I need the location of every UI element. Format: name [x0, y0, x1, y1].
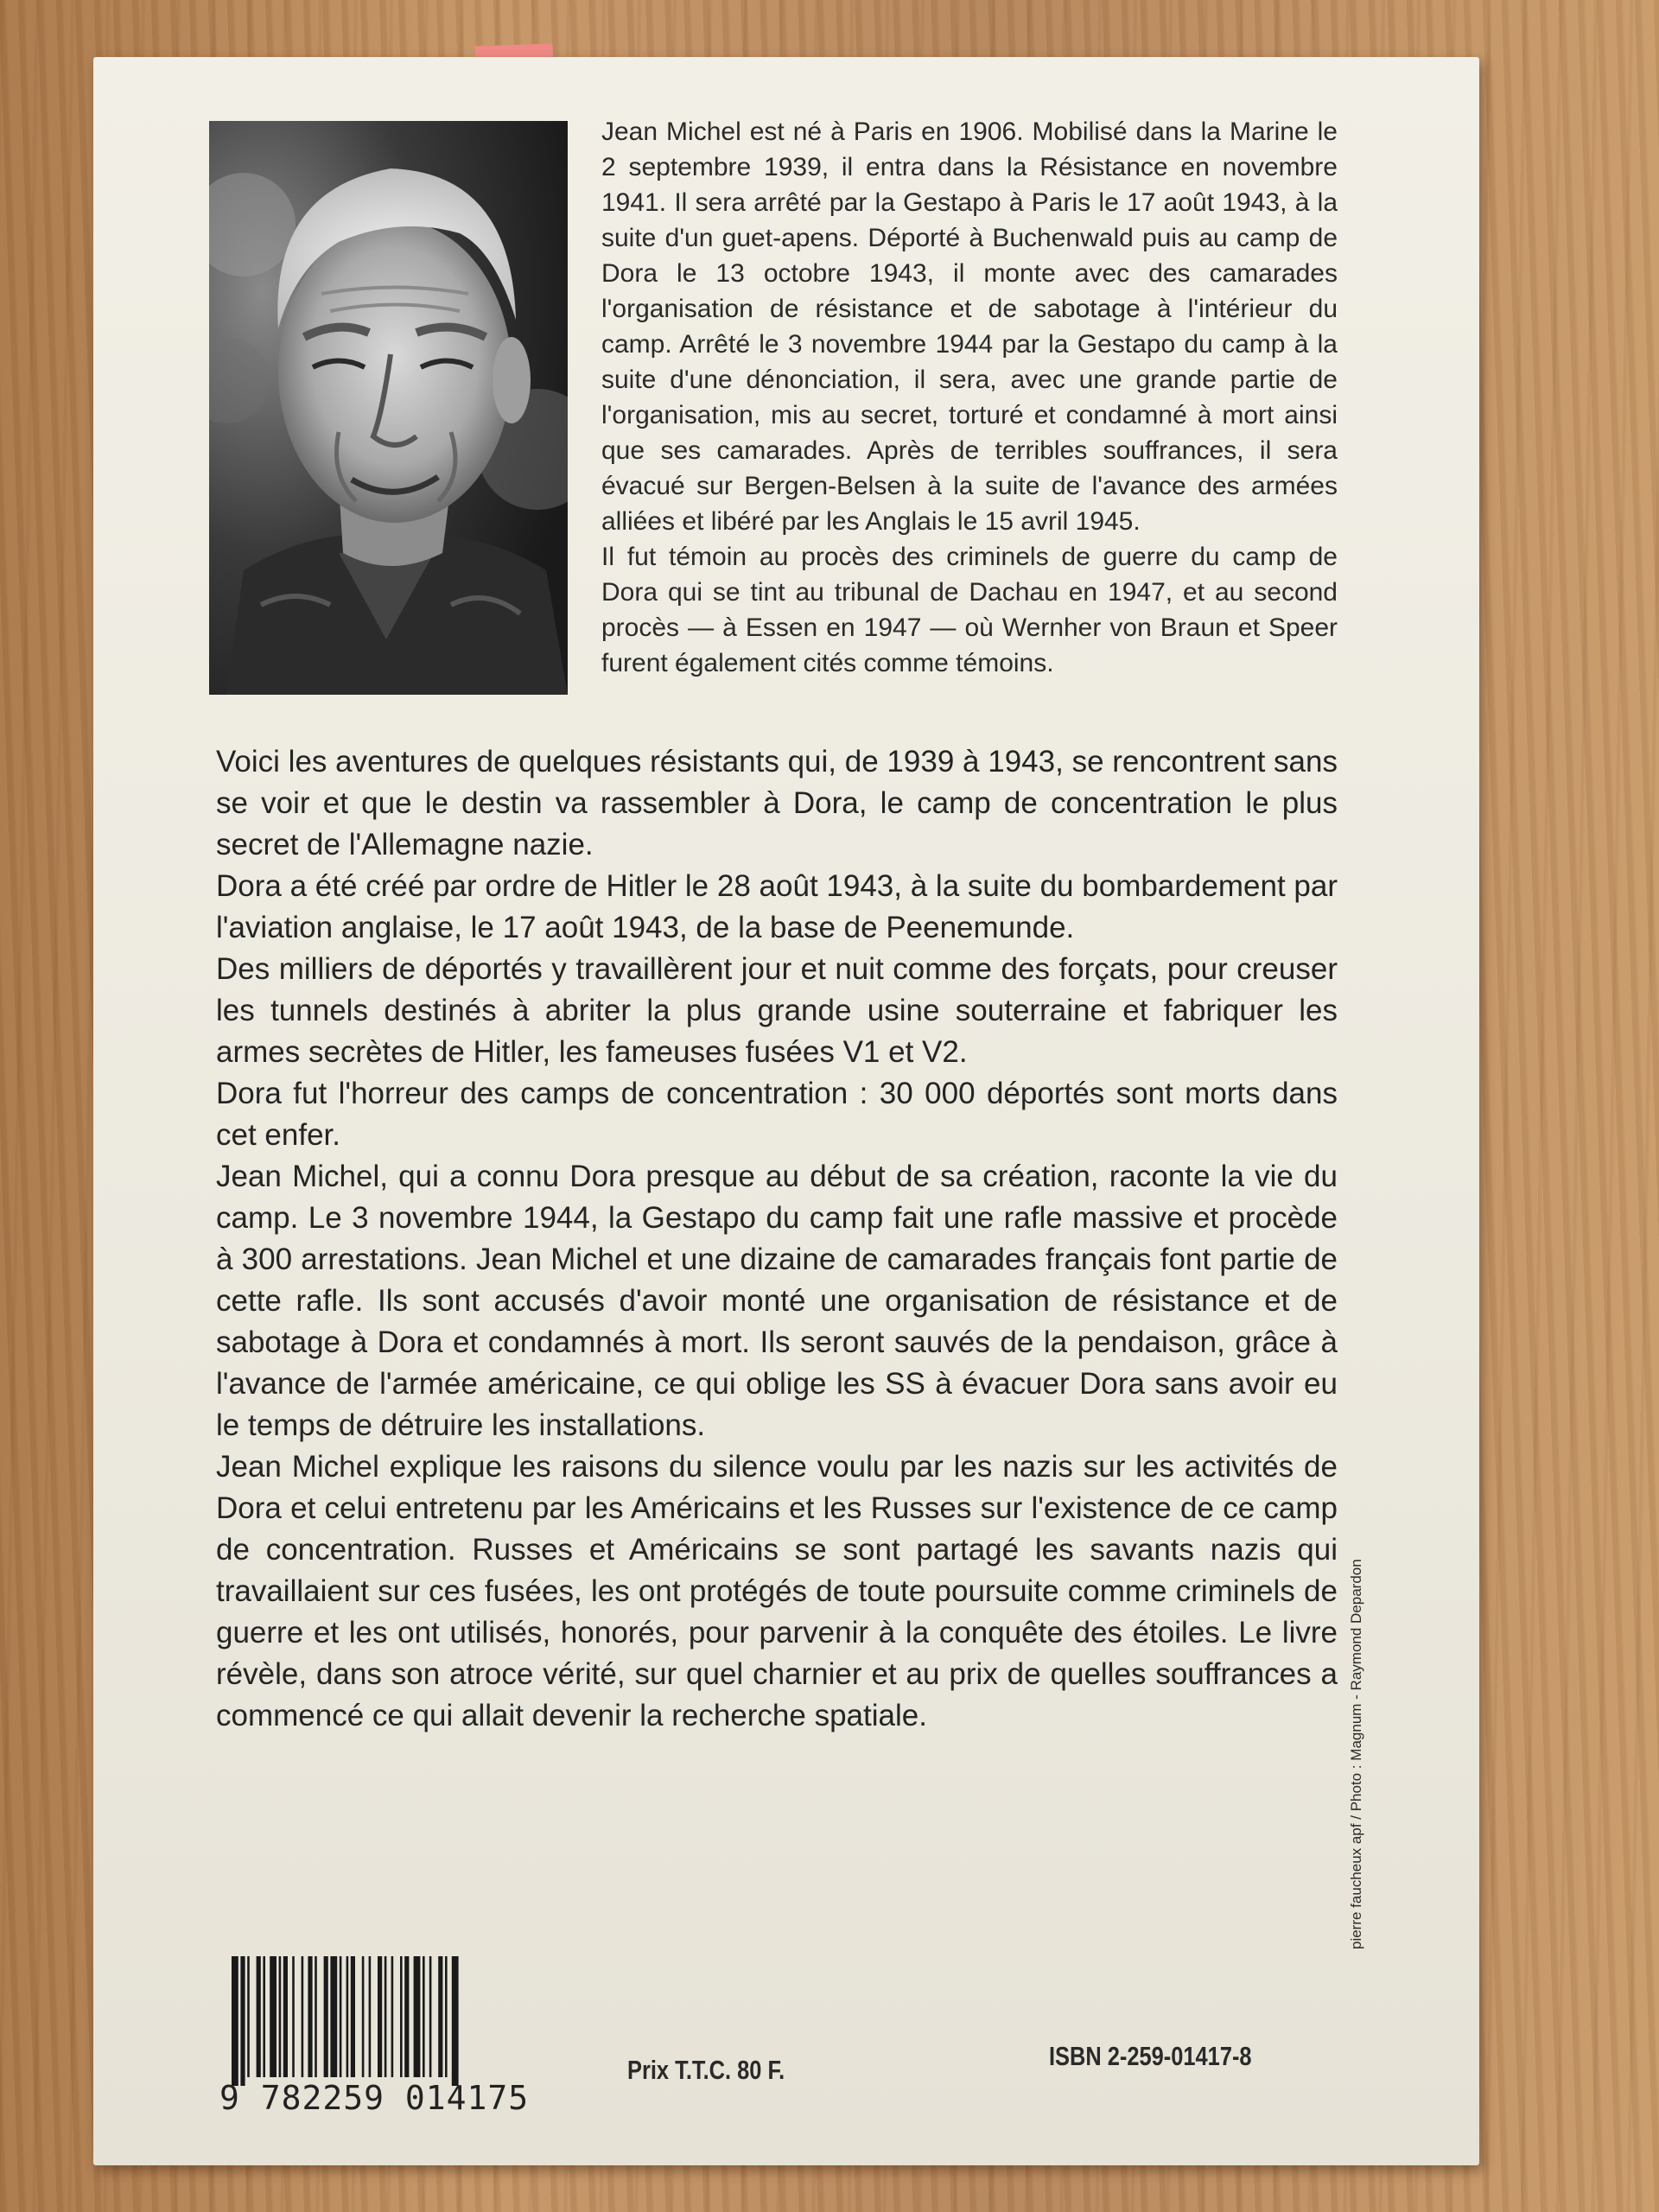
barcode-bar: [445, 1956, 448, 2077]
barcode-bar: [263, 1956, 265, 2077]
summary-paragraph: Dora a été créé par ordre de Hitler le 28 août 1943, à la suite du bombardement par l'aviation anglaise, le 17 août 1943, de la base de Peenemunde.: [216, 869, 1338, 944]
barcode-bar: [438, 1956, 442, 2077]
barcode-bar: [292, 1956, 295, 2077]
barcode-bar: [385, 1956, 387, 2077]
summary-paragraph: Jean Michel explique les raisons du silence voulu par les nazis sur les activités de Dora et celui entretenu par les Américains et les Russes sur l'existence de ce camp de concentration. Russes et Américains se sont partagé les savants nazis qui travaillaient sur ces fusées, les ont protégés de toute poursuite comme criminels de guerre et les ont utilisés, honorés, pour parvenir à la conquête des étoiles. Le livre révèle, dans son atroce vérité, sur quel charnier et au prix de quelles souffrances a commencé ce qui allait devenir la recherche spatiale.: [216, 1450, 1338, 1732]
barcode-bar: [232, 1956, 238, 2086]
barcode-bar: [247, 1956, 250, 2077]
barcode-bar: [378, 1956, 382, 2077]
photo-credit: pierre faucheux apf / Photo : Magnum - Raymond Depardon: [1348, 1559, 1364, 1949]
barcode-bar: [283, 1956, 288, 2077]
author-biography: [601, 114, 1338, 681]
author-portrait-photo: [209, 121, 568, 695]
barcode-bar: [240, 1956, 245, 2086]
barcode-bar: [270, 1956, 276, 2077]
barcode-bar: [346, 1956, 349, 2077]
barcode-bar: [340, 1956, 342, 2077]
barcode-bar: [302, 1956, 304, 2077]
bio-paragraph: Jean Michel est né à Paris en 1906. Mobilisé dans la Marine le 2 septembre 1939, il entra dans la Résistance en novembre 1941. Il sera arrêté par la Gestapo à Paris le 17 août 1943, à la suite d'un guet-apens. Déporté à Buchenwald puis au camp de Dora le 13 octobre 1943, il monte avec des camarades l'organisation de résistance et de sabotage à l'intérieur du camp. Arrêté le 3 novembre 1944 par la Gestapo du camp à la suite d'une dénonciation, il sera, avec une grande partie de l'organisation, mis au secret, torturé et condamné à mort ainsi que ses camarades. Après de terribles souffrances, il sera évacué sur Bergen-Belsen à la suite de l'avance des armées alliées et libéré par les Anglais le 15 avril 1945.: [601, 118, 1338, 536]
barcode-bar: [400, 1956, 403, 2077]
bio-paragraph: Il fut témoin au procès des criminels de guerre du camp de Dora qui se tint au tribunal de Dachau en 1947, et au second procès — à Essen en 1947 — où Wernher von Braun et Speer furent également cités comme témoins.: [601, 543, 1338, 677]
barcode-bar: [257, 1956, 261, 2077]
book-summary: [216, 741, 1338, 1737]
barcode-bar: [315, 1956, 317, 2077]
barcode-bar: [404, 1956, 409, 2077]
barcode-bar: [391, 1956, 394, 2077]
isbn-label: ISBN 2-259-01417-8: [1049, 2041, 1252, 2071]
barcode-bar: [308, 1956, 312, 2077]
summary-paragraph: Des milliers de déportés y travaillèrent jour et nuit comme des forçats, pour creuser les tunnels destinés à abriter la plus grande usine souterraine et fabriquer les armes secrètes de Hitler, les fameuses fusées V1 et V2.: [216, 952, 1338, 1069]
barcode-digits: 9 782259 014175: [219, 2079, 530, 2117]
barcode-bar: [414, 1956, 421, 2077]
barcode-icon: [232, 1956, 513, 2086]
barcode-bar: [330, 1956, 337, 2077]
summary-paragraph: Jean Michel, qui a connu Dora presque au début de sa création, raconte la vie du camp. Le 3 novembre 1944, la Gestapo du camp fait une rafle massive et procède à 300 arrestations. Jean Michel et une dizaine de camarades français font partie de cette rafle. Ils sont accusés d'avoir monté une organisation de résistance et de sabotage à Dora et condamnés à mort. Ils seront sauvés de la pendaison, grâce à l'avance de l'armée américaine, ce qui oblige les SS à évacuer Dora sans avoir eu le temps de détruire les installations.: [216, 1160, 1338, 1442]
summary-paragraph: Dora fut l'horreur des camps de concentration : 30 000 déportés sont morts dans cet enfer.: [216, 1077, 1338, 1152]
barcode-bar: [362, 1956, 365, 2077]
barcode-bar: [369, 1956, 372, 2077]
barcode-bar: [279, 1956, 282, 2077]
portrait-photo-icon: [209, 121, 568, 695]
barcode-bar: [351, 1956, 355, 2077]
barcode-bar: [423, 1956, 425, 2077]
book-back-cover: [93, 57, 1479, 2165]
barcode-bar: [452, 1956, 459, 2086]
barcode-bar: [429, 1956, 432, 2077]
barcode-bar: [324, 1956, 328, 2077]
summary-paragraph: Voici les aventures de quelques résistants qui, de 1939 à 1943, se rencontrent sans se voir et que le destin va rassembler à Dora, le camp de concentration le plus secret de l'Allemagne nazie.: [216, 745, 1338, 861]
price-label: Prix T.T.C. 80 F.: [627, 2055, 785, 2085]
